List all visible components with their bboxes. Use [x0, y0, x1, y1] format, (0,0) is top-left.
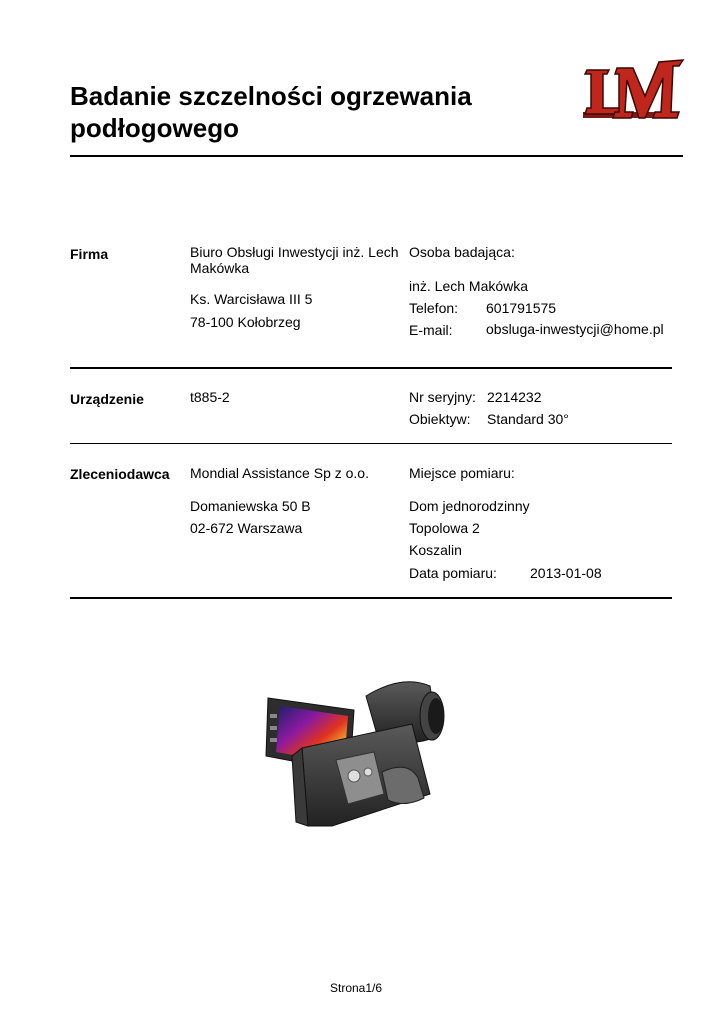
page-number: Strona1/6 — [330, 981, 383, 995]
date-label: Data pomiaru: — [409, 565, 497, 581]
client-street: Domaniewska 50 B — [190, 498, 311, 514]
site-type: Dom jednorodzinny — [409, 498, 530, 514]
site-street: Topolowa 2 — [409, 520, 480, 536]
osoba-name: inż. Lech Makówka — [409, 278, 529, 294]
title-line-1: Badanie szczelności ogrzewania — [70, 81, 472, 111]
firma-street: Ks. Warcisława III 5 — [190, 291, 313, 307]
email-value: obsluga-inwestycji@home.pl — [486, 321, 664, 337]
thermal-camera-image — [262, 676, 462, 831]
serial-value: 2214232 — [487, 389, 542, 405]
firma-label: Firma — [70, 246, 109, 262]
firma-city: 78-100 Kołobrzeg — [190, 314, 301, 330]
date-value: 2013-01-08 — [530, 565, 602, 581]
miejsce-label: Miejsce pomiaru: — [409, 465, 515, 481]
device-model: t885-2 — [190, 389, 230, 405]
email-label: E-mail: — [409, 322, 453, 338]
phone-label: Telefon: — [409, 300, 459, 316]
zleceniodawca-label: Zleceniodawca — [70, 466, 170, 482]
osoba-label: Osoba badająca: — [409, 244, 515, 260]
client-name: Mondial Assistance Sp z o.o. — [190, 465, 369, 481]
site-city: Koszalin — [409, 542, 462, 558]
section-divider — [70, 367, 672, 369]
lens-label: Obiektyw: — [409, 411, 471, 427]
section-divider — [70, 443, 672, 444]
lens-value: Standard 30° — [487, 411, 569, 427]
phone-value: 601791575 — [486, 300, 557, 316]
serial-label: Nr seryjny: — [409, 389, 476, 405]
section-divider — [70, 597, 672, 599]
client-city: 02-672 Warszawa — [190, 520, 303, 536]
company-logo — [583, 54, 687, 126]
urzadzenie-label: Urządzenie — [70, 391, 144, 407]
firma-name: Biuro Obsługi Inwestycji inż. Lech Makówka — [190, 244, 399, 276]
header-divider — [70, 155, 683, 157]
title-line-2: podłogowego — [70, 113, 239, 143]
page-title — [70, 80, 550, 144]
